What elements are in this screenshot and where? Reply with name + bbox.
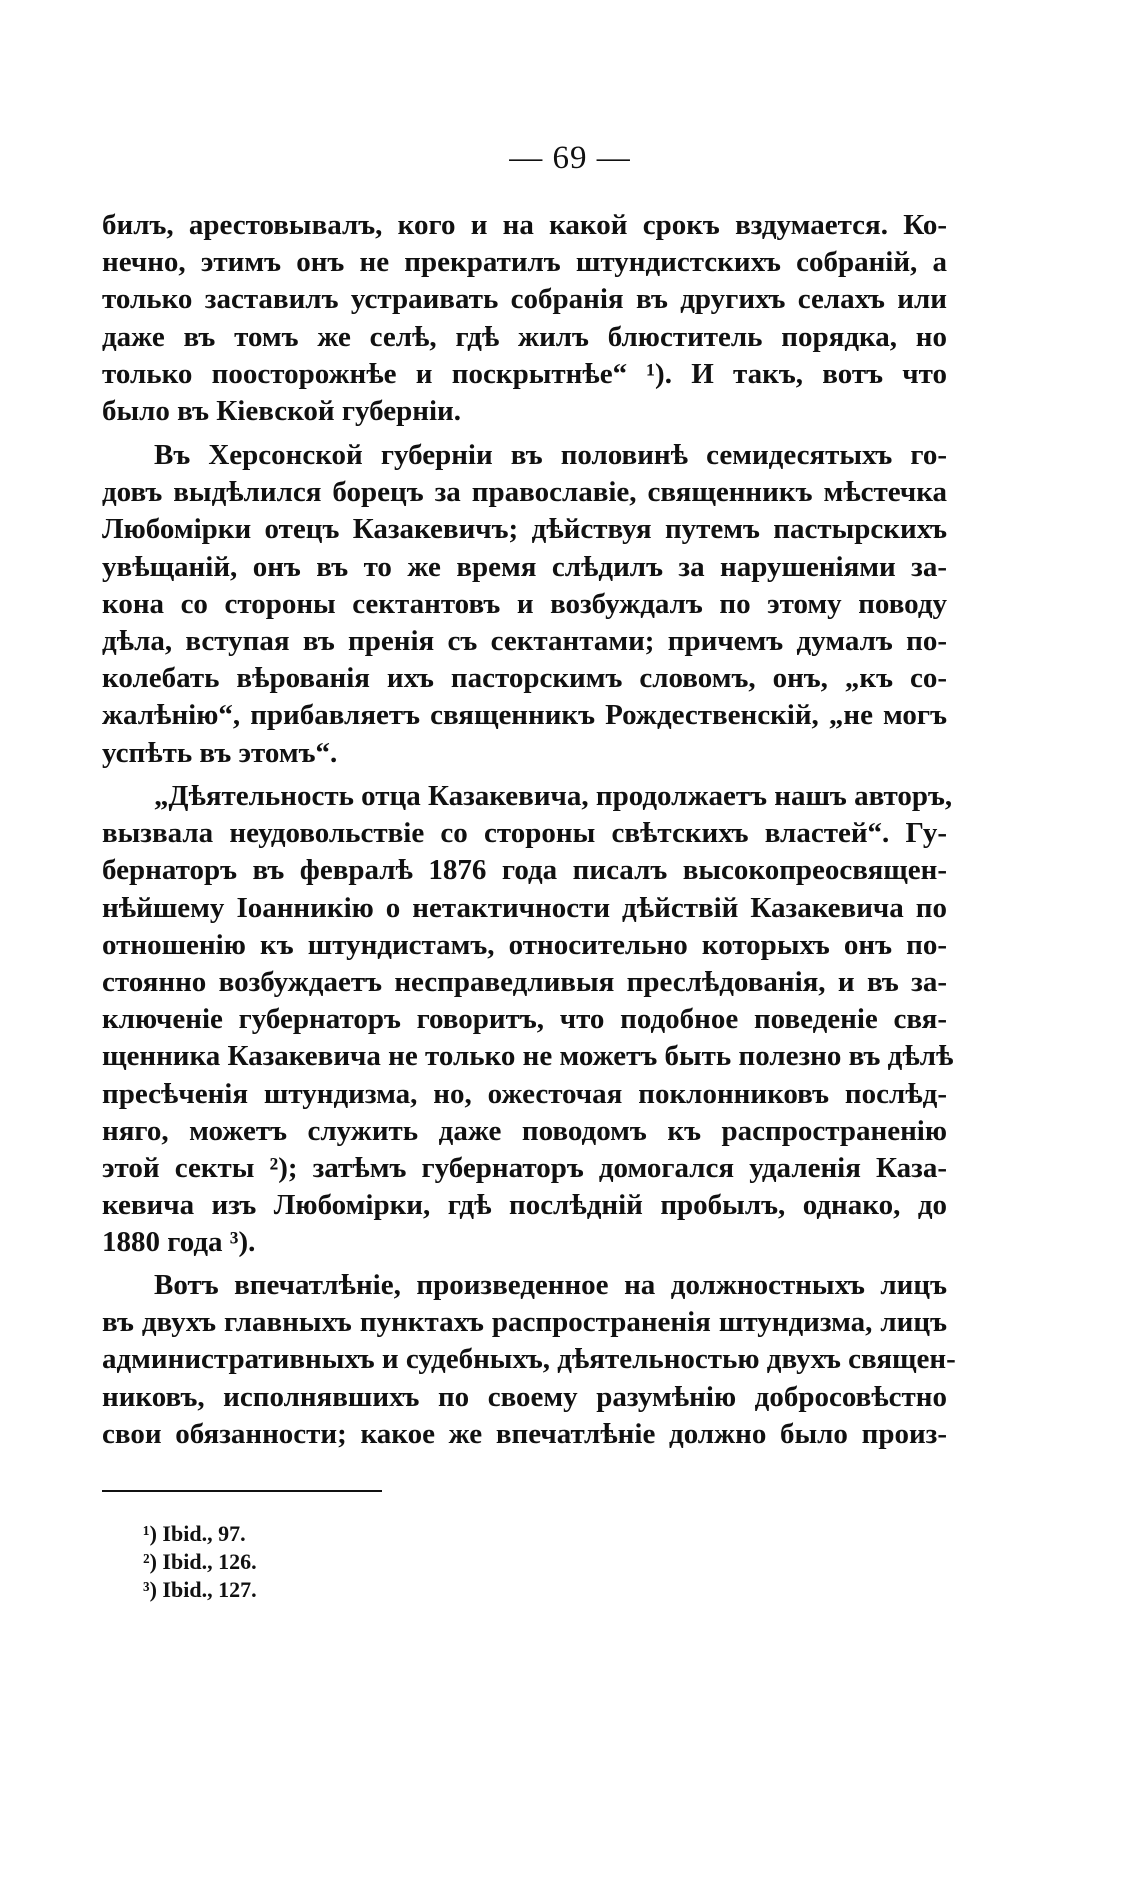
text-line: свои обязанности; какое же впечатлѣніе должно было произ- [102, 1417, 947, 1450]
footnotes [143, 1520, 257, 1604]
text-line: даже въ томъ же селѣ, гдѣ жилъ блюститель порядка, но [102, 320, 947, 353]
text-line: бернаторъ въ февралѣ 1876 года писалъ высокопреосвящен- [102, 854, 947, 887]
text-line: дѣла, вступая въ пренія съ сектантами; причемъ думалъ по- [102, 625, 947, 658]
text-line: „Дѣятельность отца Казакевича, продолжаетъ нашъ авторъ, [154, 780, 953, 812]
page-number: — 69 — [509, 140, 631, 176]
text-line: стоянно возбуждаетъ несправедливыя преслѣдованія, и въ за- [102, 966, 947, 999]
text-line: успѣть въ этомъ“. [102, 736, 338, 769]
text-line: пресѣченія штундизма, но, ожесточая поклонниковъ послѣд- [102, 1077, 947, 1110]
text-line: было въ Кіевской губерніи. [102, 395, 462, 428]
text-line: билъ, арестовывалъ, кого и на какой срокъ вздумается. Ко- [102, 209, 947, 241]
text-line: въ двухъ главныхъ пунктахъ распространенія штундизма, лицъ [102, 1306, 947, 1339]
footnote-separator [102, 1490, 382, 1492]
text-line: Въ Херсонской губерніи въ половинѣ семидесятыхъ го- [154, 439, 947, 471]
text-line: кевича изъ Любомірки, гдѣ послѣдній пробылъ, однако, до [102, 1189, 947, 1222]
text-line: только заставилъ устраивать собранія въ другихъ селахъ или [102, 283, 947, 316]
text-line: увѣщаній, онъ въ то же время слѣдилъ за нарушеніями за- [102, 550, 947, 583]
text-line: жалѣнію“, прибавляетъ священникъ Рождественскій, „не могъ [102, 699, 947, 732]
paragraph-4 [102, 1267, 956, 1453]
text-line: Вотъ впечатлѣніе, произведенное на должностныхъ лицъ [154, 1269, 947, 1301]
text-line: няго, можетъ служить даже поводомъ къ распространенію [102, 1114, 947, 1147]
footnote-item: ¹) Ibid., 97. [143, 1521, 246, 1546]
text-line: ключеніе губернаторъ говоритъ, что подобное поведеніе свя- [102, 1003, 947, 1036]
text-line: нечно, этимъ онъ не прекратилъ штундистскихъ собраній, а [102, 246, 947, 279]
paragraph-1 [102, 207, 947, 430]
text-line: 1880 года ³). [102, 1226, 256, 1259]
text-line: нѣйшему Іоанникію о нетактичности дѣйствій Казакевича по [102, 891, 947, 924]
text-line: Любомірки отецъ Казакевичъ; дѣйствуя путемъ пастырскихъ [102, 513, 947, 546]
text-line: административныхъ и судебныхъ, дѣятельностью двухъ священ- [102, 1343, 956, 1376]
text-line: кона со стороны сектантовъ и возбуждалъ по этому поводу [102, 587, 947, 620]
text-line: довъ выдѣлился борецъ за православіе, священникъ мѣстечка [102, 476, 947, 509]
text-line: отношенію къ штундистамъ, относительно которыхъ онъ по- [102, 928, 947, 961]
text-line: этой секты ²); затѣмъ губернаторъ домогался удаленія Каза- [102, 1152, 947, 1185]
text-line: колебать вѣрованія ихъ пасторскимъ словомъ, онъ, „къ со- [102, 662, 947, 695]
text-line: вызвала неудовольствіе со стороны свѣтскихъ властей“. Гу- [102, 817, 947, 850]
footnote-item: ²) Ibid., 126. [143, 1549, 257, 1574]
footnote-item: ³) Ibid., 127. [143, 1577, 257, 1602]
paragraph-2 [102, 437, 947, 772]
text-line: только поосторожнѣе и поскрытнѣе“ ¹). И такъ, вотъ что [102, 357, 947, 390]
paragraph-3 [102, 778, 954, 1262]
text-line: щенника Казакевича не только не можетъ быть полезно въ дѣлѣ [102, 1040, 954, 1073]
text-line: никовъ, исполнявшихъ по своему разумѣнію добросовѣстно [102, 1380, 947, 1413]
